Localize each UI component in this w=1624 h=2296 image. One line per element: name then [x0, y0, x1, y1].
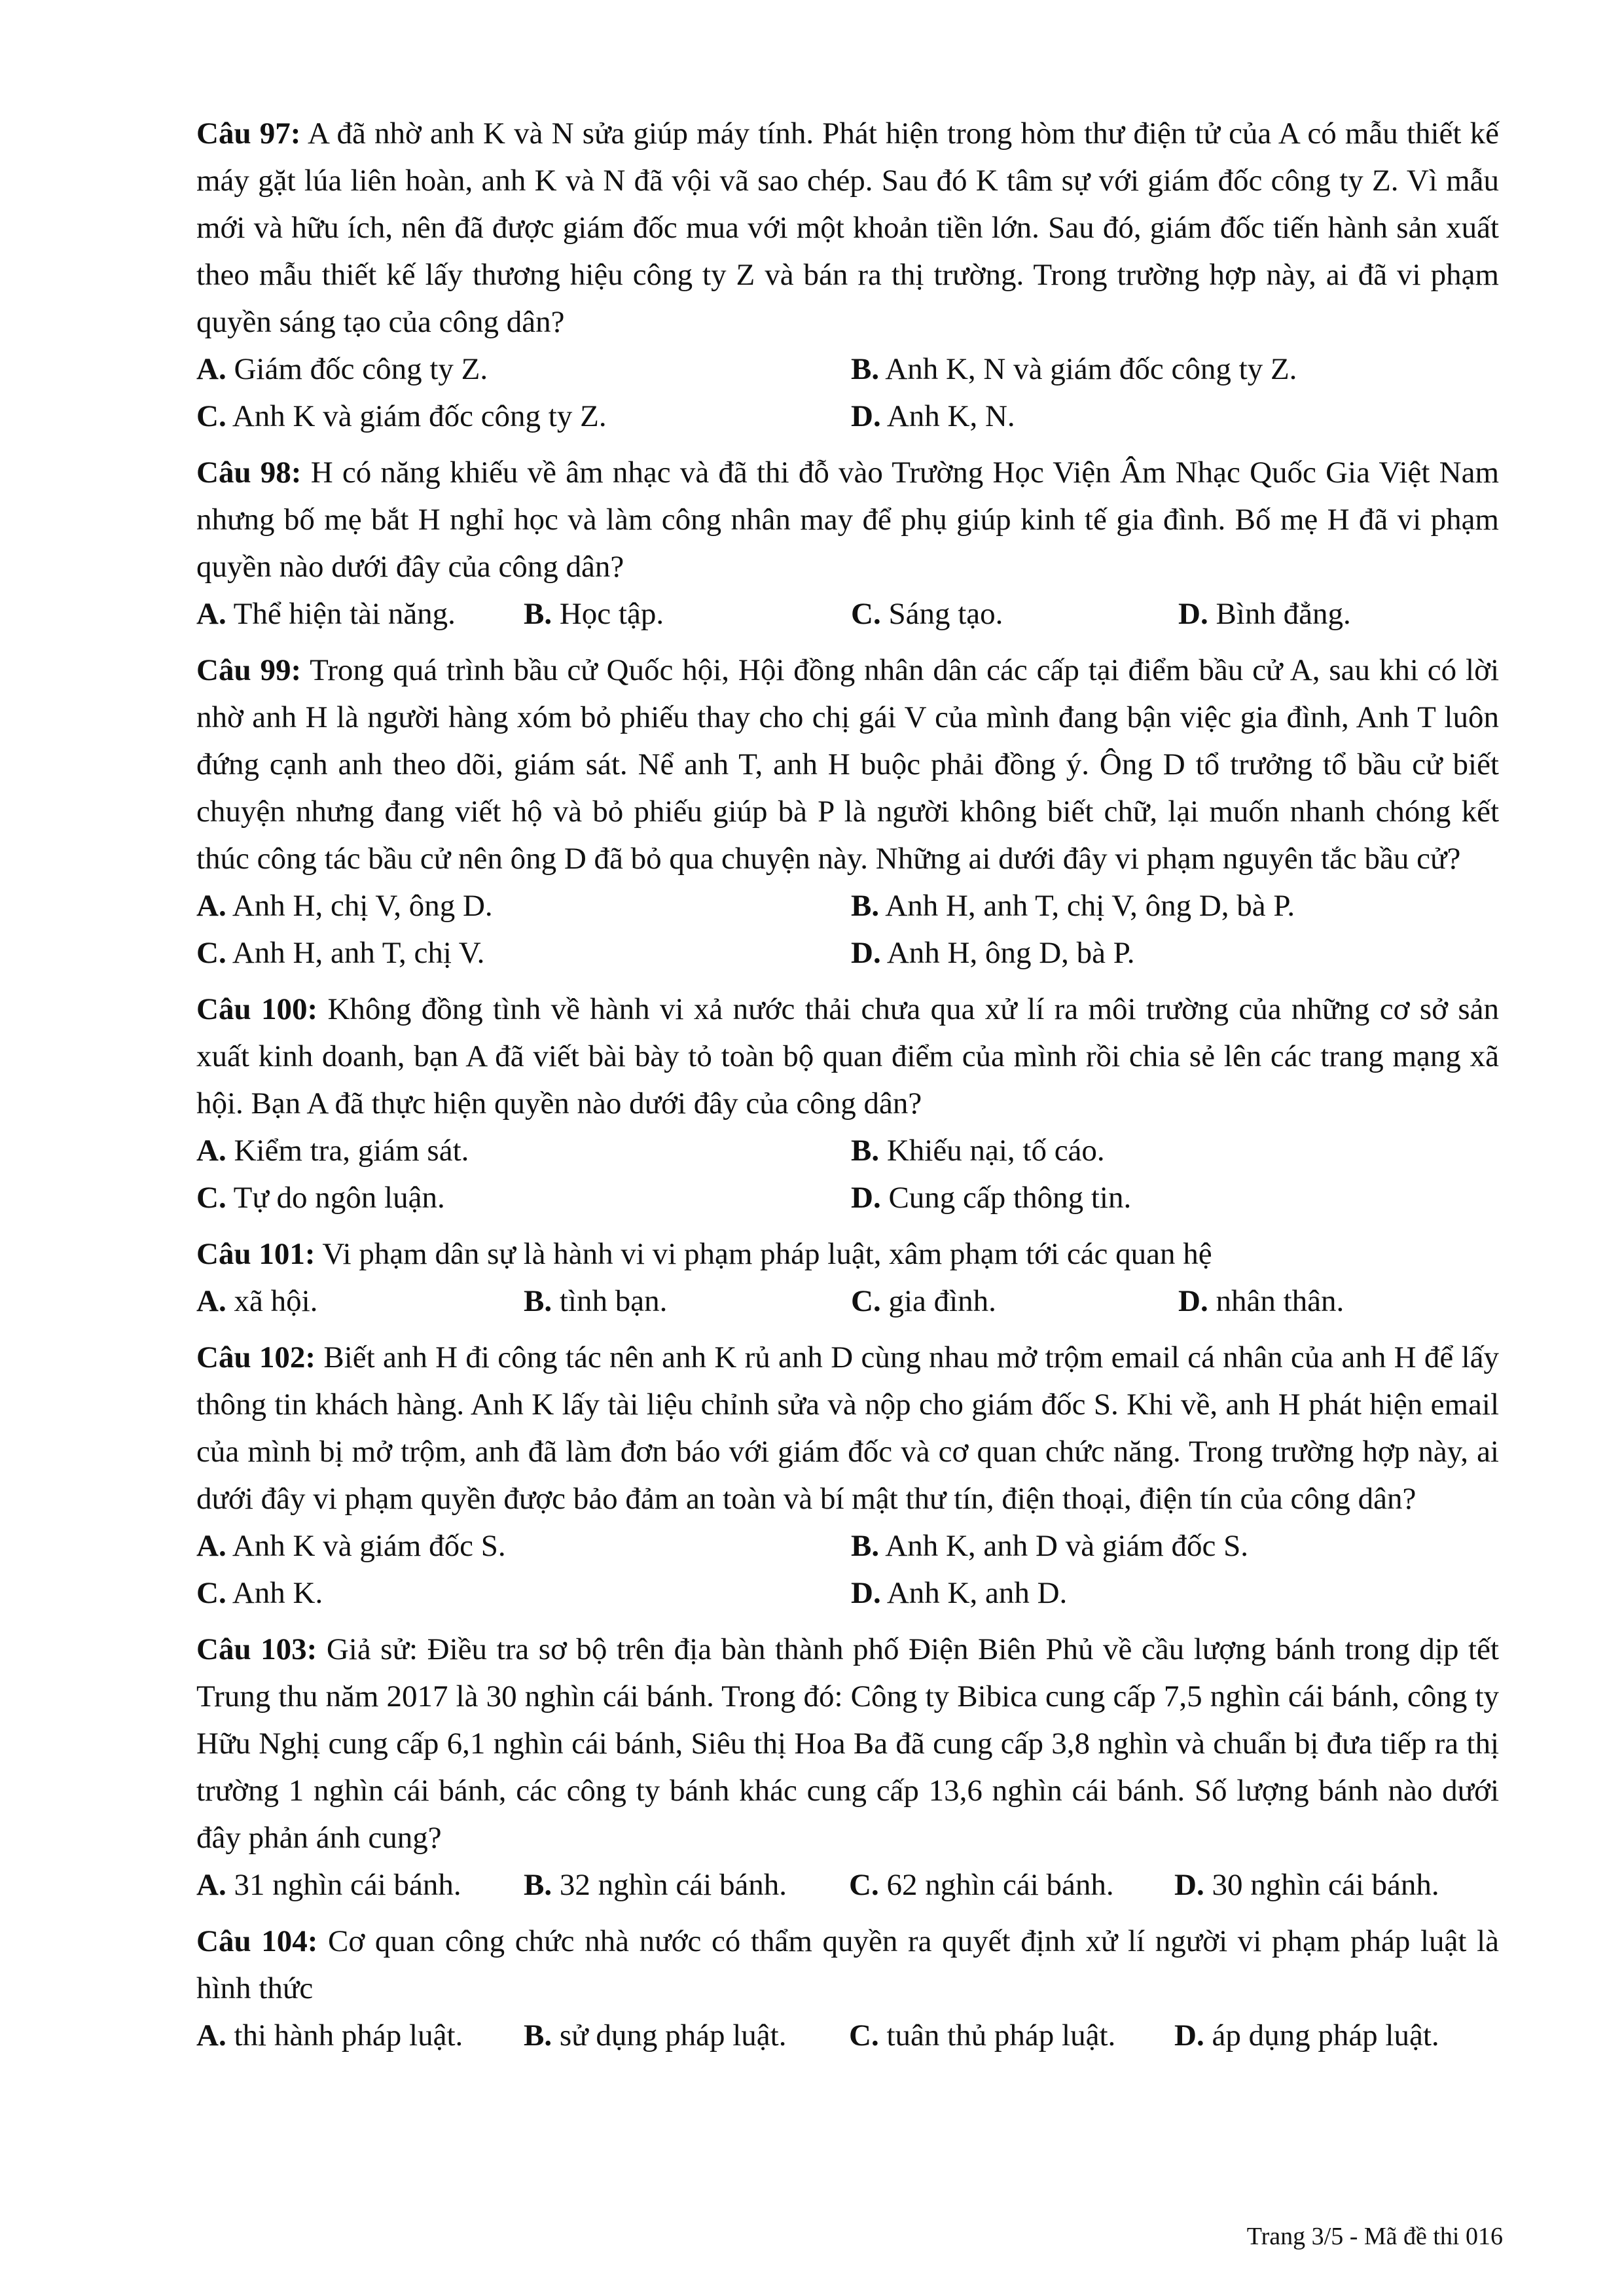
option-text: 31 nghìn cái bánh. — [226, 1868, 461, 1902]
option-c[interactable] — [196, 393, 851, 440]
option-text: xã hội. — [226, 1284, 318, 1318]
question-104 — [196, 1918, 1499, 2059]
option-c[interactable] — [196, 1570, 851, 1617]
option-letter: A. — [196, 889, 226, 923]
option-letter: D. — [851, 936, 881, 970]
question-101 — [196, 1230, 1499, 1325]
option-d[interactable] — [851, 929, 1499, 977]
answer-options — [196, 1127, 1499, 1221]
option-b[interactable] — [524, 590, 851, 637]
option-a[interactable] — [196, 590, 524, 637]
option-c[interactable] — [196, 1174, 851, 1221]
option-b[interactable] — [851, 1127, 1499, 1174]
option-letter: D. — [1178, 1284, 1208, 1318]
option-b[interactable] — [851, 1522, 1499, 1570]
answer-options — [196, 346, 1499, 440]
option-text: Khiếu nại, tố cáo. — [879, 1134, 1105, 1168]
answer-options — [196, 1278, 1499, 1325]
option-text: Anh H, chị V, ông D. — [226, 889, 493, 923]
answer-options — [196, 2012, 1499, 2059]
question-102 — [196, 1334, 1499, 1617]
question-text: Cơ quan công chức nhà nước có thẩm quyền ra quyết định xử lí người vi phạm pháp luật là hình thức — [196, 1924, 1500, 2005]
question-stem — [196, 986, 1499, 1127]
option-letter: C. — [849, 1868, 879, 1902]
question-text: H có năng khiếu về âm nhạc và đã thi đỗ vào Trường Học Viện Âm Nhạc Quốc Gia Việt Nam nhưng bố mẹ bắt H nghỉ học và làm công nhân may để phụ giúp kinh tế gia đình. Bố mẹ H đã vi phạm quyền nào dưới đây của công dân? — [196, 456, 1500, 584]
option-letter: B. — [851, 352, 880, 386]
option-letter: C. — [196, 936, 226, 970]
option-text: áp dụng pháp luật. — [1204, 2018, 1439, 2053]
question-label: Câu 101: — [196, 1237, 316, 1271]
question-97 — [196, 110, 1499, 440]
option-text: Anh K. — [226, 1576, 323, 1610]
option-b[interactable] — [851, 882, 1499, 929]
question-text: Giả sử: Điều tra sơ bộ trên địa bàn thành phố Điện Biên Phủ về cầu lượng bánh trong dịp tết Trung thu năm 2017 là 30 nghìn cái bánh. Trong đó: Công ty Bibica cung cấp 7,5 nghìn cái bánh, công ty Hữu Nghị cung cấp 6,1 nghìn cái bánh, Siêu thị Hoa Ba đã cung cấp 3,8 nghìn và chuẩn bị đưa tiếp ra thị trường 1 nghìn cái bánh, các công ty bánh khác cung cấp 13,6 nghìn cái bánh. Số lượng bánh nào dưới đây phản ánh cung? — [196, 1632, 1499, 1855]
option-text: Anh H, ông D, bà P. — [880, 936, 1135, 970]
option-a[interactable] — [196, 1861, 524, 1909]
option-text: Kiểm tra, giám sát. — [226, 1134, 469, 1168]
question-99 — [196, 647, 1499, 977]
question-100 — [196, 986, 1499, 1221]
option-letter: B. — [851, 1529, 880, 1563]
answer-options — [196, 1861, 1499, 1909]
option-text: Anh K, N và giám đốc công ty Z. — [879, 352, 1297, 386]
option-text: Anh H, anh T, chị V, ông D, bà P. — [879, 889, 1295, 923]
question-text: Biết anh H đi công tác nên anh K rủ anh D cùng nhau mở trộm email cá nhân của anh H để lấy thông tin khách hàng. Anh K lấy tài liệu chỉnh sửa và nộp cho giám đốc S. Khi về, anh H phát hiện email của mình bị mở trộm, anh đã làm đơn báo với giám đốc và cơ quan chức năng. Trong trường hợp này, ai dưới đây vi phạm quyền được bảo đảm an toàn và bí mật thư tín, điện thoại, điện tín của công dân? — [196, 1340, 1499, 1516]
option-d[interactable] — [1174, 1861, 1499, 1909]
option-letter: C. — [196, 1576, 226, 1610]
option-a[interactable] — [196, 2012, 524, 2059]
question-stem — [196, 449, 1499, 590]
answer-options — [196, 590, 1499, 637]
option-text: Sáng tạo. — [880, 597, 1003, 631]
question-label: Câu 99: — [196, 653, 302, 687]
option-letter: C. — [196, 1181, 226, 1215]
option-d[interactable] — [851, 1570, 1499, 1617]
option-letter: A. — [196, 1134, 226, 1168]
option-letter: B. — [524, 1284, 552, 1318]
option-text: gia đình. — [880, 1284, 996, 1318]
option-letter: B. — [524, 1868, 552, 1902]
option-letter: D. — [1178, 597, 1208, 631]
option-c[interactable] — [851, 1278, 1178, 1325]
question-label: Câu 103: — [196, 1632, 317, 1666]
option-letter: D. — [851, 1181, 881, 1215]
option-text: nhân thân. — [1208, 1284, 1344, 1318]
question-text: A đã nhờ anh K và N sửa giúp máy tính. Phát hiện trong hòm thư điện tử của A có mẫu thiết kế máy gặt lúa liên hoàn, anh K và N đã vội vã sao chép. Sau đó K tâm sự với giám đốc công ty Z. Vì mẫu mới và hữu ích, nên đã được giám đốc mua với một khoản tiền lớn. Sau đó, giám đốc tiến hành sản xuất theo mẫu thiết kế lấy thương hiệu công ty Z và bán ra thị trường. Trong trường hợp này, ai đã vi phạm quyền sáng tạo của công dân? — [196, 117, 1499, 339]
question-label: Câu 100: — [196, 992, 318, 1026]
option-letter: C. — [849, 2018, 879, 2053]
option-text: 32 nghìn cái bánh. — [552, 1868, 787, 1902]
option-d[interactable] — [1178, 1278, 1499, 1325]
option-a[interactable] — [196, 346, 851, 393]
option-letter: C. — [851, 1284, 881, 1318]
option-c[interactable] — [196, 929, 851, 977]
option-letter: A. — [196, 1868, 226, 1902]
option-b[interactable] — [524, 1861, 849, 1909]
option-letter: D. — [1174, 2018, 1204, 2053]
option-letter: B. — [851, 889, 880, 923]
option-letter: A. — [196, 2018, 226, 2053]
option-letter: D. — [1174, 1868, 1204, 1902]
question-stem — [196, 1334, 1499, 1522]
option-letter: D. — [851, 1576, 881, 1610]
option-text: Học tập. — [552, 597, 664, 631]
option-text: Thể hiện tài năng. — [226, 597, 456, 631]
option-letter: A. — [196, 352, 226, 386]
question-text: Vi phạm dân sự là hành vi vi phạm pháp luật, xâm phạm tới các quan hệ — [315, 1237, 1212, 1271]
option-text: sử dụng pháp luật. — [552, 2018, 787, 2053]
question-label: Câu 97: — [196, 117, 301, 151]
answer-options — [196, 882, 1499, 977]
option-text: Anh K và giám đốc công ty Z. — [226, 399, 607, 433]
option-letter: B. — [524, 597, 552, 631]
option-letter: D. — [851, 399, 881, 433]
option-a[interactable] — [196, 1127, 851, 1174]
option-d[interactable] — [1174, 2012, 1499, 2059]
question-103 — [196, 1626, 1499, 1909]
option-text: Bình đẳng. — [1208, 597, 1351, 631]
option-d[interactable] — [1178, 590, 1499, 637]
option-c[interactable] — [849, 2012, 1174, 2059]
question-list — [196, 110, 1499, 2068]
page-footer: Trang 3/5 - Mã đề thi 016 — [1246, 2223, 1503, 2250]
option-text: 62 nghìn cái bánh. — [878, 1868, 1114, 1902]
option-letter: A. — [196, 597, 226, 631]
option-d[interactable] — [851, 393, 1499, 440]
option-text: tình bạn. — [552, 1284, 668, 1318]
option-text: Anh H, anh T, chị V. — [226, 936, 485, 970]
question-text: Không đồng tình về hành vi xả nước thải chưa qua xử lí ra môi trường của những cơ sở sản xuất kinh doanh, bạn A đã viết bài bày tỏ toàn bộ quan điểm của mình rồi chia sẻ lên các trang mạng xã hội. Bạn A đã thực hiện quyền nào dưới đây của công dân? — [196, 992, 1499, 1121]
question-stem — [196, 1230, 1499, 1278]
option-text: Cung cấp thông tin. — [880, 1181, 1132, 1215]
question-label: Câu 104: — [196, 1924, 318, 1958]
question-stem — [196, 647, 1499, 882]
option-letter: C. — [851, 597, 881, 631]
option-text: Tự do ngôn luận. — [226, 1181, 445, 1215]
option-b[interactable] — [851, 346, 1499, 393]
question-stem — [196, 1626, 1499, 1861]
option-b[interactable] — [524, 1278, 851, 1325]
answer-options — [196, 1522, 1499, 1617]
question-label: Câu 102: — [196, 1340, 316, 1374]
option-text: Anh K, anh D và giám đốc S. — [879, 1529, 1249, 1563]
option-text: Anh K, N. — [880, 399, 1015, 433]
option-a[interactable] — [196, 882, 851, 929]
question-label: Câu 98: — [196, 456, 302, 490]
option-text: 30 nghìn cái bánh. — [1204, 1868, 1439, 1902]
option-letter: A. — [196, 1529, 226, 1563]
option-b[interactable] — [524, 2012, 849, 2059]
option-text: Giám đốc công ty Z. — [226, 352, 488, 386]
question-stem — [196, 1918, 1499, 2012]
option-a[interactable] — [196, 1278, 524, 1325]
option-text: thi hành pháp luật. — [226, 2018, 463, 2053]
option-letter: B. — [851, 1134, 880, 1168]
option-c[interactable] — [849, 1861, 1174, 1909]
option-c[interactable] — [851, 590, 1178, 637]
option-text: Anh K và giám đốc S. — [226, 1529, 506, 1563]
option-letter: C. — [196, 399, 226, 433]
option-letter: A. — [196, 1284, 226, 1318]
option-text: Anh K, anh D. — [880, 1576, 1068, 1610]
option-letter: B. — [524, 2018, 552, 2053]
option-d[interactable] — [851, 1174, 1499, 1221]
question-stem — [196, 110, 1499, 346]
question-98 — [196, 449, 1499, 637]
option-a[interactable] — [196, 1522, 851, 1570]
option-text: tuân thủ pháp luật. — [878, 2018, 1116, 2053]
question-text: Trong quá trình bầu cử Quốc hội, Hội đồng nhân dân các cấp tại điểm bầu cử A, sau khi có lời nhờ anh H là người hàng xóm bỏ phiếu thay cho chị gái V của mình đang bận việc gia đình, Anh T luôn đứng cạnh anh theo dõi, giám sát. Nể anh T, anh H buộc phải đồng ý. Ông D tổ trưởng tổ bầu cử biết chuyện nhưng đang viết hộ và bỏ phiếu giúp bà P là người không biết chữ, lại muốn nhanh chóng kết thúc công tác bầu cử nên ông D đã bỏ qua chuyện này. Những ai dưới đây vi phạm nguyên tắc bầu cử? — [196, 653, 1499, 876]
